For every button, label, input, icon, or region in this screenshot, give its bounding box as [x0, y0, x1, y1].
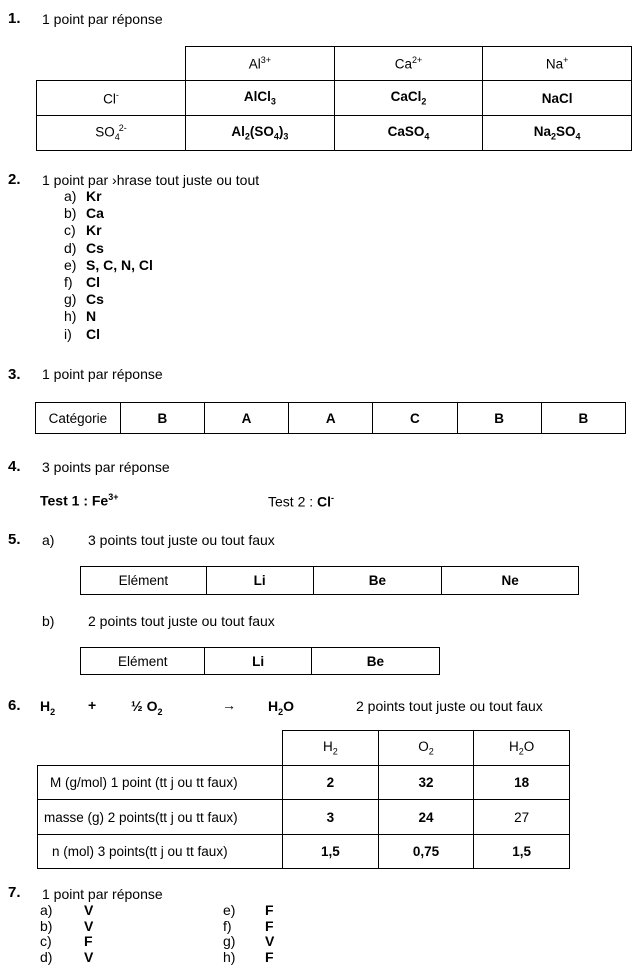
list-item: g) Cs	[64, 291, 104, 308]
list-item: i) Cl	[64, 325, 100, 342]
list-item: c) Kr	[64, 222, 102, 239]
list-item: e) S, C, N, Cl	[64, 256, 153, 273]
q3-value-cell: B	[120, 403, 204, 434]
table-row	[38, 766, 570, 800]
q5a-letter: a)	[42, 532, 55, 548]
q6-number: 6.	[8, 697, 21, 714]
q1-table	[36, 46, 632, 151]
q1-anion-0: Cl-	[37, 81, 186, 116]
q3-value-cell: B	[541, 403, 625, 434]
q1-cation-2: Na+	[483, 47, 632, 81]
q2-number: 2.	[8, 171, 21, 188]
q1-cell-0-1: CaCl$_2$	[334, 81, 483, 116]
q6-row-label: masse (g) 2 points(tt j ou tt faux)	[38, 800, 283, 835]
q3-value-cell: A	[289, 403, 373, 434]
q5b-value-cell: Be	[311, 648, 439, 675]
q6-arrow: →	[222, 697, 236, 713]
q7-left-list	[40, 903, 93, 965]
q6-value-cell: 18	[474, 766, 570, 800]
q6-value-cell: 0,75	[378, 835, 474, 869]
list-item: b) V	[40, 917, 94, 934]
q3-value-cell: B	[457, 403, 541, 434]
q1-cation-1: $Ca^{2+}$	[334, 47, 483, 81]
q5a-table	[80, 566, 579, 595]
q3-instruction: 1 point par réponse	[42, 366, 163, 382]
list-item: h) N	[64, 308, 97, 325]
list-item: b) Ca	[64, 205, 104, 222]
q6-instruction: 2 points tout juste ou tout faux	[356, 698, 543, 714]
q6-value-cell: 32	[378, 766, 474, 800]
list-item: c) F	[40, 933, 93, 950]
q7-number: 7.	[8, 884, 21, 901]
q6-product-h2o: $H_2O$	[268, 698, 295, 717]
q2-answer-list	[64, 188, 153, 343]
q1-number: 1.	[8, 10, 21, 27]
q6-row-label: M (g/mol) 1 point (tt j ou tt faux)	[38, 766, 283, 800]
q5b-letter: b)	[42, 613, 55, 629]
q1-cell-0-2: NaCl	[483, 81, 632, 116]
q4-test2: Test 2 : Cl-	[268, 493, 335, 510]
q5a-header-cell: Elément	[81, 567, 207, 595]
q1-empty-corner	[37, 47, 186, 81]
list-item: f) F	[223, 917, 274, 934]
q1-cell-1-0: $Al_2(SO_4)_3$	[186, 116, 335, 151]
q1-cell-0-0: AlCl$_3$	[186, 81, 335, 116]
q5b-value-cell: Li	[205, 648, 311, 675]
q5b-header-cell: Elément	[81, 648, 205, 675]
q5b-table	[80, 647, 440, 675]
q1-cell-1-1: CaSO$_4$	[334, 116, 483, 151]
q5a-value-cell: Ne	[442, 567, 579, 595]
q6-value-cell: 1,5	[474, 835, 570, 869]
q5a-value-cell: Li	[206, 567, 313, 595]
q3-value-cell: C	[373, 403, 457, 434]
q1-cell-1-2: $Na_2SO_4$	[483, 116, 632, 151]
q6-value-cell: 27	[474, 800, 570, 835]
list-item: f) Cl	[64, 274, 100, 291]
q1-instruction: 1 point par réponse	[42, 11, 163, 27]
q6-value-cell: 1,5	[283, 835, 379, 869]
table-row	[38, 835, 570, 869]
list-item: d) Cs	[64, 239, 104, 256]
q5b-instruction: 2 points tout juste ou tout faux	[88, 613, 275, 629]
q4-test1: Test 1 : $Fe^{3+}$	[40, 492, 119, 509]
q7-instruction: 1 point par réponse	[42, 886, 163, 902]
q6-reactant-o2: ½ $O_2$	[131, 698, 163, 717]
q3-value-cell: A	[204, 403, 288, 434]
q1-cation-0: $Al^{3+}$	[186, 47, 335, 81]
q6-table	[37, 730, 570, 869]
q6-row-label: n (mol) 3 points(tt j ou tt faux)	[38, 835, 283, 869]
q6-value-cell: 24	[378, 800, 474, 835]
q2-instruction: 1 point par ›hrase tout juste ou tout	[42, 172, 260, 188]
q3-table	[35, 402, 626, 434]
q6-value-cell: 2	[283, 766, 379, 800]
q4-number: 4.	[8, 458, 21, 475]
list-item: d) V	[40, 948, 94, 965]
q7-right-list	[223, 903, 274, 965]
q6-species-header: $H_2O$	[474, 731, 570, 766]
q6-plus: +	[88, 697, 97, 713]
list-item: a) V	[40, 902, 94, 918]
list-item: e) F	[223, 902, 274, 918]
q6-empty-corner	[38, 731, 283, 766]
list-item: g) V	[223, 933, 275, 950]
q5a-value-cell: Be	[313, 567, 442, 595]
q6-species-header: $O_2$	[378, 731, 474, 766]
q6-species-header: $H_2$	[283, 731, 379, 766]
q3-header-cell: Catégorie	[36, 403, 121, 434]
q3-number: 3.	[8, 366, 21, 383]
table-row	[38, 800, 570, 835]
q4-instruction: 3 points par réponse	[42, 459, 170, 475]
q1-anion-1: $SO_4^{2-}$	[37, 116, 186, 151]
q5-number: 5.	[8, 531, 21, 548]
q5a-instruction: 3 points tout juste ou tout faux	[88, 532, 275, 548]
q6-value-cell: 3	[283, 800, 379, 835]
list-item: h) F	[223, 948, 274, 965]
list-item: a) Kr	[64, 188, 102, 204]
q6-reactant-h2: $H_2$	[40, 698, 56, 717]
